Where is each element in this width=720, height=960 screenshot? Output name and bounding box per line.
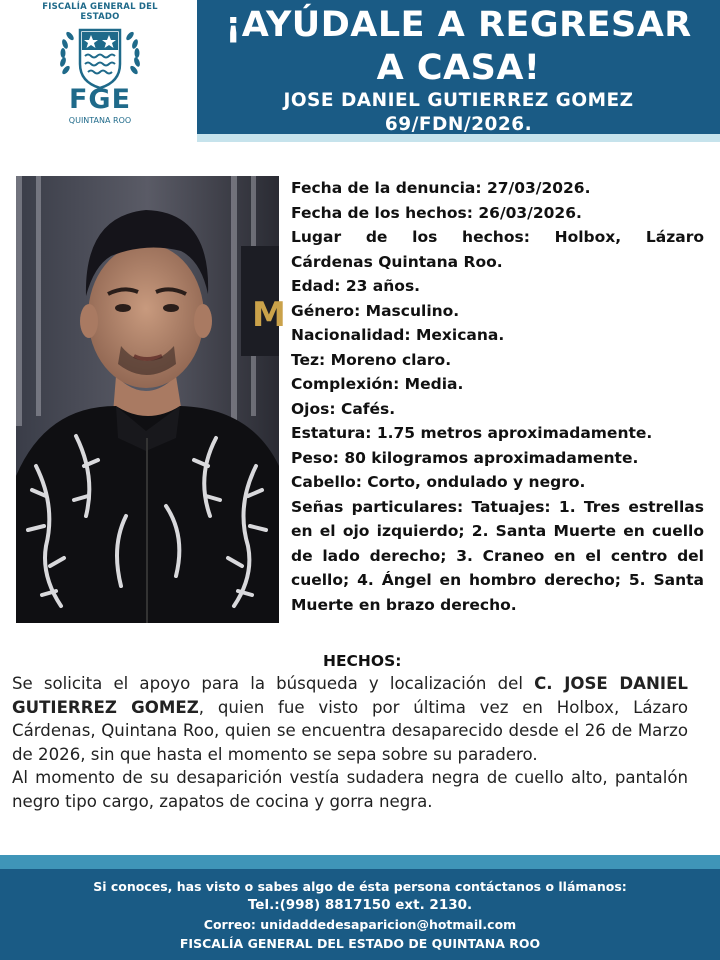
person-details (291, 176, 704, 617)
fge-logo (40, 2, 160, 147)
estatura: Estatura: 1.75 metros aproximadamente. (291, 424, 653, 442)
hechos-title: HECHOS: (323, 652, 402, 670)
portrait-image (16, 176, 286, 623)
missing-person-photo (16, 176, 286, 623)
lugar-hechos-line-2: Cárdenas Quintana Roo. (291, 252, 503, 271)
hechos-p1-intro: Se solicita el apoyo para la búsqueda y localización del (12, 674, 535, 693)
nacionalidad: Nacionalidad: Mexicana. (291, 326, 505, 344)
fecha-denuncia: Fecha de la denuncia: 27/03/2026. (291, 179, 591, 197)
hechos-p1-name: C. JOSE DANIEL GUTIERREZ GOMEZ (12, 674, 688, 717)
state-seal-icon (52, 24, 148, 90)
person-name: JOSE DANIEL GUTIERREZ GOMEZ (283, 90, 634, 111)
case-number: 69/FDN/2026. (384, 114, 533, 135)
hechos-text (12, 672, 688, 814)
ojos: Ojos: Cafés. (291, 399, 396, 418)
logo-acronym: FGE (68, 84, 132, 115)
hechos-p1-rest: , quien fue visto por última vez en Holbox, Lázaro Cárdenas, Quintana Roo, quien se encuentra desaparecido desde el 26 de Marzo de 2026, sin que hasta el momento se sepa sobre su paradero. (12, 697, 688, 764)
lugar-hechos-line-1: Lugar de los hechos: Holbox, Lázaro (291, 228, 704, 246)
edad: Edad: 23 años. (291, 277, 421, 295)
logo-top-label: FISCALÍA GENERAL DEL ESTADO (42, 2, 158, 22)
footer-phone: Tel.:(998) 8817150 ext. 2130. (247, 897, 473, 913)
hechos-paragraph-1 (12, 672, 688, 766)
contact-footer (0, 869, 720, 960)
senas-particulares: Señas particulares: Tatuajes: 1. Tres estrellas en el ojo izquierdo; 2. Santa Muerte en cuello de lado derecho; 3. Craneo en el centro del cuello; 4. Ángel en hombro derecho; 5. Santa Muerte en brazo derecho. (291, 497, 704, 614)
footer-strip (0, 855, 720, 869)
complexion: Complexión: Media. (291, 375, 464, 393)
footer-agency: FISCALÍA GENERAL DEL ESTADO DE QUINTANA ROO (179, 936, 541, 951)
footer-call-to-action: Si conoces, has visto o sabes algo de ésta persona contáctanos o llámanos: (93, 879, 627, 894)
tez: Tez: Moreno claro. (291, 350, 452, 369)
svg-text:M: M (252, 295, 286, 335)
headline (197, 4, 720, 90)
hechos-paragraph-2: Al momento de su desaparición vestía sudadera negra de cuello alto, pantalón negro tipo cargo, zapatos de cocina y gorra negra. (12, 768, 688, 811)
peso: Peso: 80 kilogramos aproximadamente. (291, 448, 639, 467)
headline-line-2: A CASA! (376, 48, 541, 88)
logo-bottom-label: QUINTANA ROO (68, 116, 132, 125)
fecha-hechos: Fecha de los hechos: 26/03/2026. (291, 203, 582, 222)
cabello: Cabello: Corto, ondulado y negro. (291, 473, 586, 491)
headline-line-1: ¡AYÚDALE A REGRESAR (225, 5, 692, 45)
genero: Género: Masculino. (291, 301, 460, 320)
footer-email: Correo: unidaddedesaparicion@hotmail.com (203, 917, 517, 932)
header-banner-strip (197, 134, 720, 142)
